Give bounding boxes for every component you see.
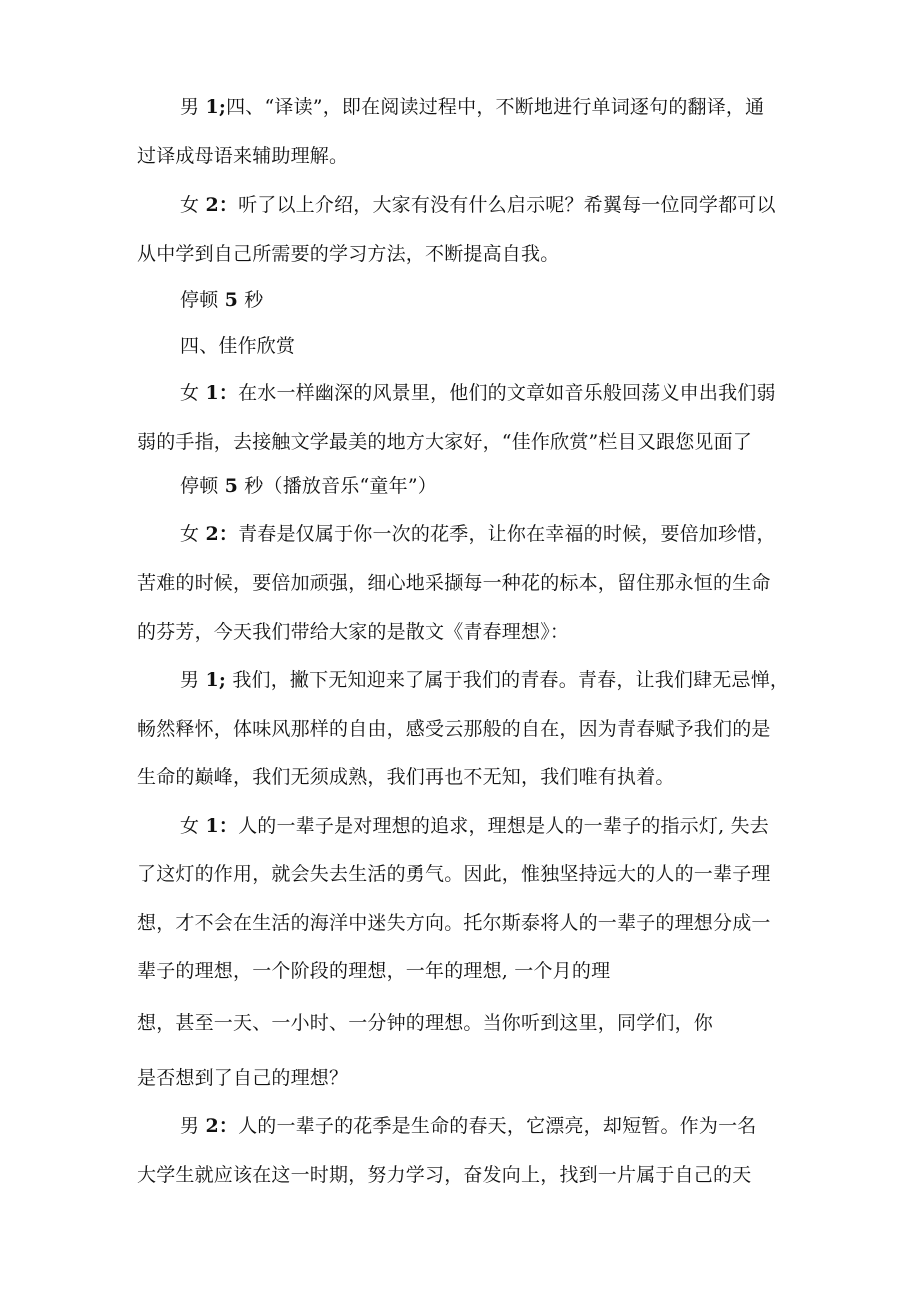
paragraph-line: 了这灯的作用，就会失去生活的勇气。因此，惟独坚持远大的人的一辈子理 (137, 863, 771, 885)
paragraph-line: 生命的巅峰，我们无须成熟，我们再也不无知，我们唯有执着。 (137, 766, 675, 788)
paragraph-line: 是否想到了自己的理想？ (137, 1067, 349, 1089)
paragraph-line: 想，才不会在生活的海洋中迷失方向。托尔斯泰将人的一辈子的理想分成一 (137, 912, 771, 934)
paragraph-line: 想，甚至一天、一小时、一分钟的理想。当你听到这里，同学们，你 (137, 1012, 714, 1034)
paragraph-line: 的芬芳，今天我们带给大家的是散文《青春理想》： (137, 621, 570, 643)
paragraph-line: 女 1：人的一辈子是对理想的追求，理想是人的一辈子的指示灯, 失去 (180, 815, 769, 837)
paragraph-line: 大学生就应该在这一时期，努力学习，奋发向上，找到一片属于自己的天 (137, 1164, 752, 1186)
paragraph-line: 弱的手指，去接触文学最美的地方大家好，“佳作欣赏”栏目又跟您见面了 (137, 431, 753, 453)
paragraph-line: 女 1：在水一样幽深的风景里，他们的文章如音乐般回荡义申出我们弱 (180, 382, 776, 404)
paragraph-line: 辈子的理想，一个阶段的理想，一年的理想, 一个月的理 (137, 960, 611, 982)
paragraph-line: 女 2：听了以上介绍，大家有没有什么启示呢？希翼每一位同学都可以 (180, 194, 776, 216)
section-heading: 四、佳作欣赏 (180, 335, 296, 357)
paragraph-line: 苦难的时候，要倍加顽强，细心地采撷每一种花的标本，留住那永恒的生命 (137, 572, 771, 594)
paragraph-line: 男 1; 我们，撇下无知迎来了属于我们的青春。青春，让我们肆无忌惮， (180, 669, 790, 691)
paragraph-line: 从中学到自己所需要的学习方法，不断提高自我。 (137, 243, 560, 265)
paragraph-line: 停顿 5 秒（播放音乐“童年”） (180, 475, 437, 497)
paragraph-line: 过译成母语来辅助理解。 (137, 145, 349, 167)
paragraph-line: 男 1;四、“译读”，即在阅读过程中，不断地进行单词逐句的翻译，通 (180, 96, 765, 118)
paragraph-line: 畅然释怀，体味风那样的自由，感受云那般的自在，因为青春赋予我们的是 (137, 718, 771, 740)
paragraph-line: 男 2：人的一辈子的花季是生命的春天，它漂亮，却短暂。作为一名 (180, 1115, 757, 1137)
paragraph-line: 女 2：青春是仅属于你一次的花季，让你在幸福的时候，要倍加珍惜， (180, 523, 776, 545)
paragraph-line: 停顿 5 秒 (180, 289, 264, 311)
